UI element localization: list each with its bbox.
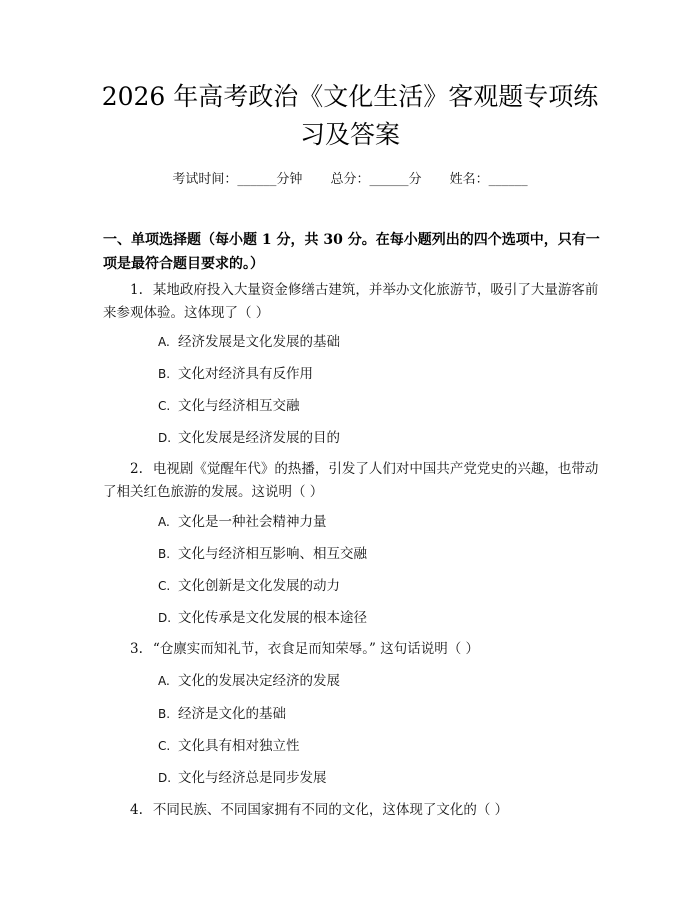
option-3b	[158, 704, 598, 724]
exam-time: 考试时间：______分钟	[172, 172, 303, 187]
option-text: 经济是文化的基础	[178, 706, 286, 722]
exam-score: 总分：______分	[330, 172, 422, 187]
option-2a	[158, 512, 598, 532]
question-3	[103, 638, 603, 661]
question-stem: 不同民族、不同国家拥有不同的文化，这体现了文化的（ ）	[152, 802, 509, 818]
option-letter: D.	[158, 771, 172, 785]
option-letter: C.	[158, 579, 171, 593]
option-3d	[158, 768, 598, 788]
option-3a	[158, 671, 598, 691]
question-1	[103, 279, 603, 325]
exam-meta	[0, 168, 700, 187]
option-text: 文化的发展决定经济的发展	[178, 673, 340, 689]
document-title: 2026 年高考政治《文化生活》客观题专项练习及答案	[101, 82, 599, 149]
option-2c	[158, 576, 598, 596]
option-letter: D.	[158, 431, 172, 445]
option-text: 文化与经济相互影响、相互交融	[178, 546, 367, 562]
option-text: 文化与经济总是同步发展	[178, 770, 327, 786]
option-text: 文化是一种社会精神力量	[178, 514, 327, 530]
option-2d	[158, 608, 598, 628]
question-stem: 某地政府投入大量资金修缮古建筑，并举办文化旅游节，吸引了大量游客前来参观体验。这体现了（ ）	[103, 282, 599, 321]
option-letter: B.	[158, 547, 171, 561]
option-text: 文化具有相对独立性	[178, 738, 300, 754]
option-letter: A.	[158, 674, 170, 688]
option-text: 文化创新是文化发展的动力	[178, 578, 340, 594]
question-4	[103, 799, 603, 822]
option-letter: A.	[158, 515, 170, 529]
question-2	[103, 458, 603, 504]
option-1a	[158, 332, 598, 352]
question-stem: 电视剧《觉醒年代》的热播，引发了人们对中国共产党党史的兴趣，也带动了相关红色旅游的发展。这说明（ ）	[103, 461, 599, 500]
option-2b	[158, 544, 598, 564]
option-letter: D.	[158, 611, 172, 625]
option-letter: B.	[158, 707, 171, 721]
option-3c	[158, 736, 598, 756]
exam-name: 姓名：______	[449, 172, 528, 187]
question-number: 4.	[130, 802, 143, 818]
option-1c	[158, 396, 598, 416]
question-number: 1.	[130, 282, 143, 298]
question-number: 3.	[130, 641, 143, 657]
option-letter: B.	[158, 367, 171, 381]
option-text: 文化传承是文化发展的根本途径	[178, 610, 367, 626]
question-number: 2.	[130, 461, 143, 477]
option-letter: A.	[158, 335, 170, 349]
option-1b	[158, 364, 598, 384]
option-text: 经济发展是文化发展的基础	[178, 334, 340, 350]
option-text: 文化发展是经济发展的目的	[178, 430, 340, 446]
option-text: 文化对经济具有反作用	[178, 366, 313, 382]
option-1d	[158, 428, 598, 448]
option-letter: C.	[158, 739, 171, 753]
question-stem: “仓廪实而知礼节，衣食足而知荣辱。” 这句话说明（ ）	[152, 641, 480, 657]
option-text: 文化与经济相互交融	[178, 398, 300, 414]
option-letter: C.	[158, 399, 171, 413]
section-heading: 一、单项选择题（每小题 1 分，共 30 分。在每小题列出的四个选项中，只有一项是最符合题目要求的。）	[103, 232, 600, 272]
